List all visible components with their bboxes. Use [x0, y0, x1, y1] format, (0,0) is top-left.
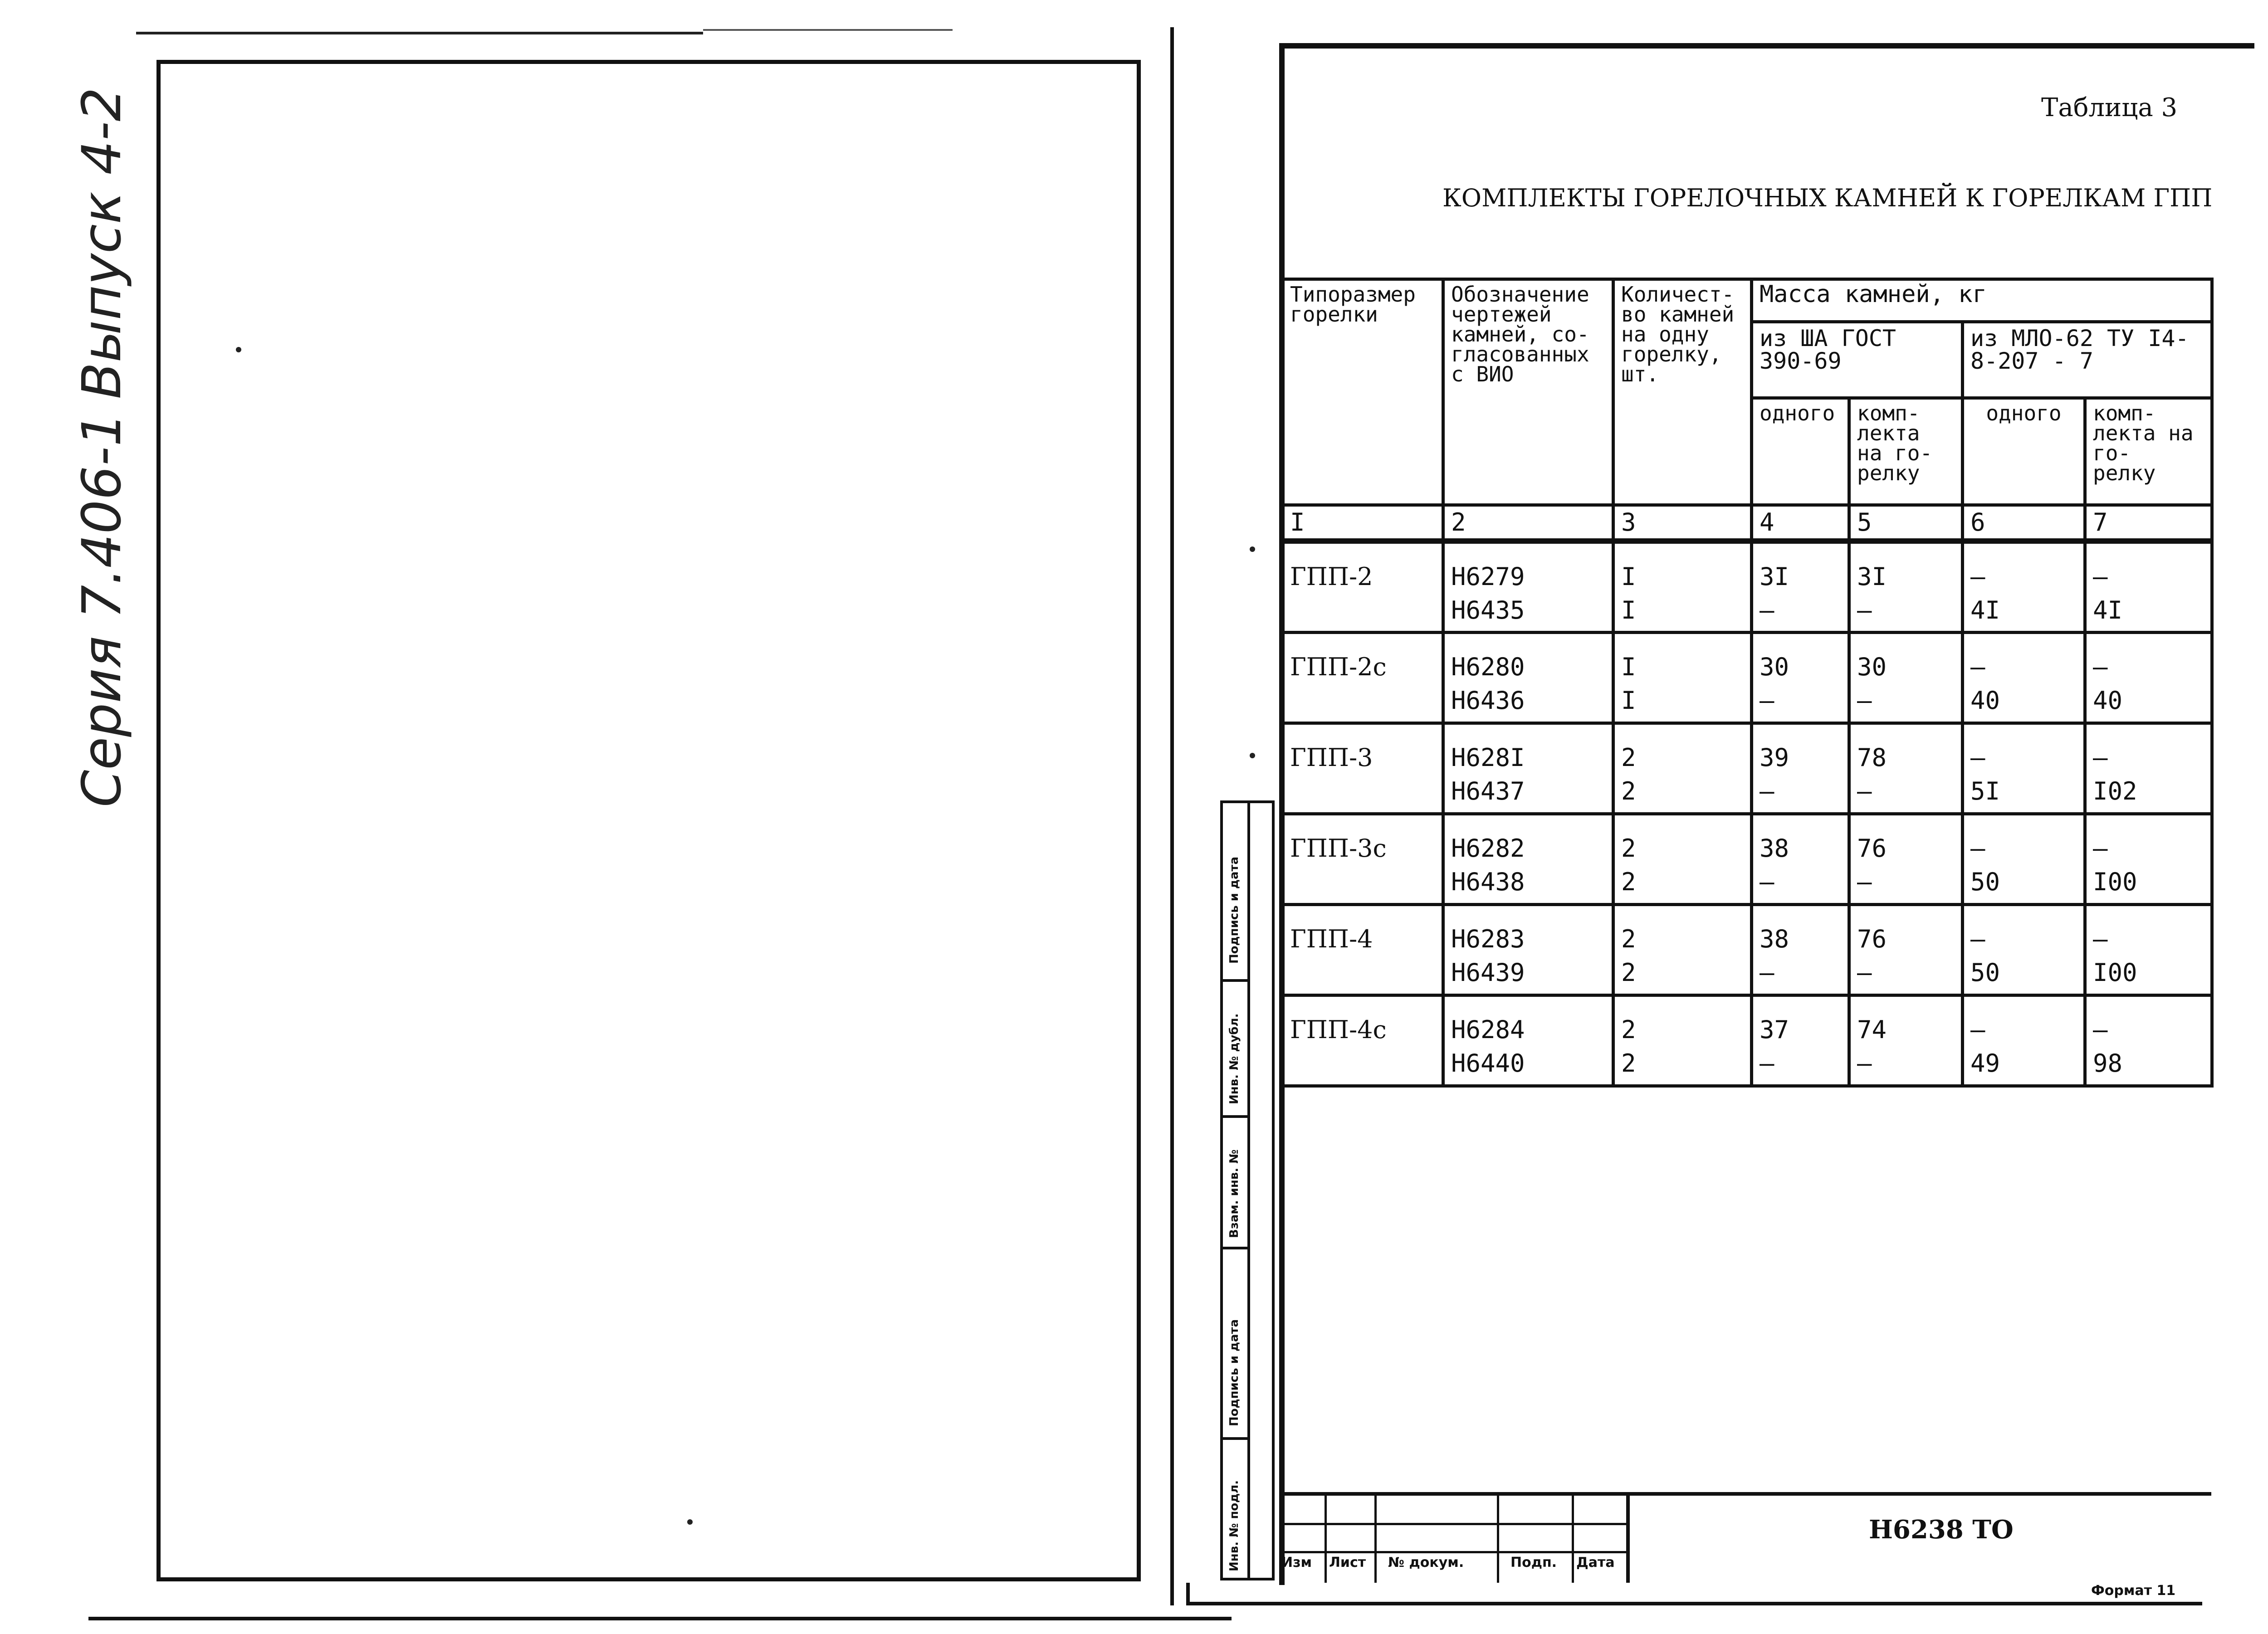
- cell-value: —: [2093, 1015, 2108, 1044]
- cell-value: 50: [1970, 958, 2000, 987]
- cell-value: 49: [1970, 1049, 2000, 1078]
- cell-value: I: [1621, 596, 1636, 624]
- cell-value: 2: [1621, 1015, 1636, 1044]
- cell-sha-set: [1849, 541, 1963, 633]
- header-sha-one: одного: [1752, 398, 1849, 505]
- cell-qty: [1613, 723, 1752, 814]
- cell-qty: [1613, 905, 1752, 995]
- cell-mlo-one: [1963, 541, 2085, 633]
- cell-value: 2: [1621, 834, 1636, 863]
- title-label-data: Дата: [1576, 1555, 1615, 1571]
- cell-mlo-one: [1963, 633, 2085, 723]
- cell-qty: [1613, 541, 1752, 633]
- cell-value: I02: [2093, 777, 2137, 805]
- cell-value: 40: [2093, 686, 2123, 715]
- cell-sha-one: [1752, 995, 1849, 1086]
- cell-drawings: [1443, 633, 1613, 723]
- cell-value: —: [1760, 958, 1774, 987]
- col-number: 4: [1752, 505, 1849, 541]
- cell-value: —: [2093, 653, 2108, 681]
- cell-qty: [1613, 995, 1752, 1086]
- cell-mlo-one: [1963, 814, 2085, 905]
- page-spine: [1170, 27, 1174, 1605]
- cell-value: —: [1760, 686, 1774, 715]
- stamp-cell: [1223, 800, 1247, 982]
- cell-value: 2: [1621, 868, 1636, 896]
- cell-value: 2: [1621, 1049, 1636, 1078]
- cell-value: —: [1857, 686, 1872, 715]
- right-left-tick: [1186, 1583, 1190, 1605]
- cell-value: 5I: [1970, 777, 2000, 805]
- burner-type: ГПП-4: [1282, 905, 1443, 995]
- cell-value: I: [1621, 653, 1636, 681]
- title-label-doc-no: № докум.: [1388, 1555, 1464, 1571]
- cell-value: Н6284: [1451, 1015, 1525, 1044]
- cell-value: —: [1857, 958, 1872, 987]
- cell-value: —: [1970, 562, 1985, 591]
- cell-value: —: [1857, 596, 1872, 624]
- cell-value: 4I: [1970, 596, 2000, 624]
- cell-value: I00: [2093, 868, 2137, 896]
- header-mlo: из МЛО-62 ТУ I4-8-207 - 7: [1963, 322, 2212, 398]
- stamp-cell: [1223, 1249, 1247, 1440]
- header-sha-set: комп- лекта на го- релку: [1849, 398, 1963, 505]
- cell-mlo-set: [2085, 633, 2212, 723]
- burner-type: ГПП-2с: [1282, 633, 1443, 723]
- cell-value: 50: [1970, 868, 2000, 896]
- cell-value: —: [2093, 834, 2108, 863]
- cell-drawings: [1443, 723, 1613, 814]
- header-sha: из ША ГОСТ 390-69: [1752, 322, 1963, 398]
- table-heading: КОМПЛЕКТЫ ГОРЕЛОЧНЫХ КАМНЕЙ К ГОРЕЛКАМ ГПП: [1442, 184, 2213, 212]
- cell-value: —: [1760, 1049, 1774, 1078]
- burner-type: ГПП-4с: [1282, 995, 1443, 1086]
- stamp-cell: [1223, 982, 1247, 1118]
- cell-value: —: [1857, 777, 1872, 805]
- title-block-line: [1279, 1523, 1628, 1525]
- format-label: Формат 11: [2091, 1583, 2176, 1599]
- cell-value: 4I: [2093, 596, 2123, 624]
- top-rule-thin: [703, 29, 953, 31]
- stamp-cell: [1223, 1118, 1247, 1249]
- cell-value: —: [1760, 777, 1774, 805]
- stamp-label-inv-orig: Инв. № подл.: [1227, 1480, 1241, 1571]
- cell-mlo-set: [2085, 541, 2212, 633]
- cell-value: Н6437: [1451, 777, 1525, 805]
- cell-value: Н6279: [1451, 562, 1525, 591]
- title-block-sep: [1325, 1492, 1327, 1583]
- header-mlo-one: одного: [1963, 398, 2085, 505]
- header-drawings: Обозначение чертежей камней, со- гласованных с ВИО: [1443, 279, 1613, 505]
- cell-value: 2: [1621, 958, 1636, 987]
- cell-mlo-set: [2085, 814, 2212, 905]
- cell-value: Н6440: [1451, 1049, 1525, 1078]
- cell-value: 38: [1760, 925, 1789, 953]
- cell-value: —: [2093, 562, 2108, 591]
- cell-value: 76: [1857, 834, 1887, 863]
- cell-sha-set: [1849, 814, 1963, 905]
- cell-value: Н6280: [1451, 653, 1525, 681]
- cell-value: 37: [1760, 1015, 1789, 1044]
- stamp-label-sign-date: Подпись и дата: [1227, 856, 1241, 964]
- cell-value: 30: [1857, 653, 1887, 681]
- cell-value: —: [1970, 653, 1985, 681]
- top-rule: [136, 32, 703, 34]
- stamp-label-replace-inv: Взам. инв. №: [1227, 1149, 1241, 1238]
- cell-value: —: [1970, 925, 1985, 953]
- col-number: I: [1282, 505, 1443, 541]
- cell-sha-set: [1849, 633, 1963, 723]
- cell-value: —: [1760, 596, 1774, 624]
- title-block-line: [1279, 1551, 1628, 1553]
- cell-value: I: [1621, 562, 1636, 591]
- header-mass: Масса камней, кг: [1752, 279, 2212, 322]
- header-qty: Количест- во камней на одну горелку, шт.: [1613, 279, 1752, 505]
- cell-value: 74: [1857, 1015, 1887, 1044]
- cell-qty: [1613, 633, 1752, 723]
- col-number: 6: [1963, 505, 2085, 541]
- cell-value: Н6439: [1451, 958, 1525, 987]
- cell-sha-one: [1752, 541, 1849, 633]
- cell-value: 38: [1760, 834, 1789, 863]
- cell-drawings: [1443, 814, 1613, 905]
- cell-value: 40: [1970, 686, 2000, 715]
- cell-value: —: [1970, 1015, 1985, 1044]
- cell-value: —: [2093, 925, 2108, 953]
- stamp-label-sign-date-2: Подпись и дата: [1227, 1319, 1241, 1426]
- cell-value: 76: [1857, 925, 1887, 953]
- cell-value: Н6282: [1451, 834, 1525, 863]
- cell-value: 2: [1621, 743, 1636, 772]
- table-row: [1282, 995, 2212, 1086]
- cell-value: Н6435: [1451, 596, 1525, 624]
- cell-drawings: [1443, 995, 1613, 1086]
- cell-value: 2: [1621, 925, 1636, 953]
- cell-value: —: [1760, 868, 1774, 896]
- cell-sha-set: [1849, 723, 1963, 814]
- bottom-rule: [88, 1617, 1232, 1620]
- cell-value: 3I: [1760, 562, 1789, 591]
- col-number: 7: [2085, 505, 2212, 541]
- cell-value: 78: [1857, 743, 1887, 772]
- burner-type: ГПП-2: [1282, 541, 1443, 633]
- burner-type: ГПП-3с: [1282, 814, 1443, 905]
- cell-drawings: [1443, 541, 1613, 633]
- cell-value: —: [1970, 743, 1985, 772]
- cell-value: 98: [2093, 1049, 2123, 1078]
- table-row: [1282, 814, 2212, 905]
- burner-type: ГПП-3: [1282, 723, 1443, 814]
- title-label-izm: Изм: [1281, 1555, 1312, 1571]
- cell-value: —: [2093, 743, 2108, 772]
- title-label-podp: Подп.: [1510, 1555, 1557, 1571]
- cell-value: —: [1970, 834, 1985, 863]
- speck: [236, 347, 241, 352]
- cell-mlo-set: [2085, 995, 2212, 1086]
- stamp-divider: [1247, 800, 1250, 1580]
- table-row: [1282, 633, 2212, 723]
- cell-sha-one: [1752, 905, 1849, 995]
- cell-value: I00: [2093, 958, 2137, 987]
- cell-sha-one: [1752, 633, 1849, 723]
- cell-mlo-set: [2085, 723, 2212, 814]
- stamp-label-inv-dupl: Инв. № дубл.: [1227, 1013, 1241, 1104]
- cell-value: Н628I: [1451, 743, 1525, 772]
- cell-sha-set: [1849, 995, 1963, 1086]
- cell-value: 39: [1760, 743, 1789, 772]
- stones-table: [1281, 278, 2214, 1088]
- cell-mlo-set: [2085, 905, 2212, 995]
- cell-sha-one: [1752, 814, 1849, 905]
- cell-value: —: [1857, 868, 1872, 896]
- cell-mlo-one: [1963, 995, 2085, 1086]
- cell-value: 30: [1760, 653, 1789, 681]
- cell-value: Н6438: [1451, 868, 1525, 896]
- title-block-top: [1279, 1492, 2211, 1496]
- cell-drawings: [1443, 905, 1613, 995]
- header-type: Типоразмер горелки: [1282, 279, 1443, 505]
- table-row: [1282, 723, 2212, 814]
- right-bottom-rule: [1186, 1602, 2202, 1605]
- table-row: [1282, 541, 2212, 633]
- title-label-list: Лист: [1329, 1555, 1366, 1571]
- col-number: 5: [1849, 505, 1963, 541]
- title-block-sep: [1572, 1492, 1574, 1583]
- cell-sha-set: [1849, 905, 1963, 995]
- column-number-row: [1282, 505, 2212, 541]
- document-code: Н6238 ТО: [1869, 1515, 2014, 1545]
- cell-value: 2: [1621, 777, 1636, 805]
- title-block-sep: [1374, 1492, 1377, 1583]
- cell-mlo-one: [1963, 723, 2085, 814]
- stamp-cell: [1223, 1440, 1247, 1580]
- cell-value: —: [1857, 1049, 1872, 1078]
- cell-value: 3I: [1857, 562, 1887, 591]
- cell-sha-one: [1752, 723, 1849, 814]
- col-number: 2: [1443, 505, 1613, 541]
- table-number: Таблица 3: [2041, 93, 2178, 122]
- header-mlo-set: комп- лекта на го- релку: [2085, 398, 2212, 505]
- speck: [1250, 546, 1255, 552]
- col-number: 3: [1613, 505, 1752, 541]
- left-page-frame: [156, 60, 1141, 1581]
- cell-value: Н6436: [1451, 686, 1525, 715]
- cell-value: Н6283: [1451, 925, 1525, 953]
- table-row: [1282, 905, 2212, 995]
- cell-qty: [1613, 814, 1752, 905]
- speck: [1250, 753, 1255, 758]
- cell-mlo-one: [1963, 905, 2085, 995]
- title-block-sep: [1626, 1492, 1630, 1583]
- title-block-sep: [1497, 1492, 1499, 1583]
- cell-value: I: [1621, 686, 1636, 715]
- speck: [687, 1519, 693, 1525]
